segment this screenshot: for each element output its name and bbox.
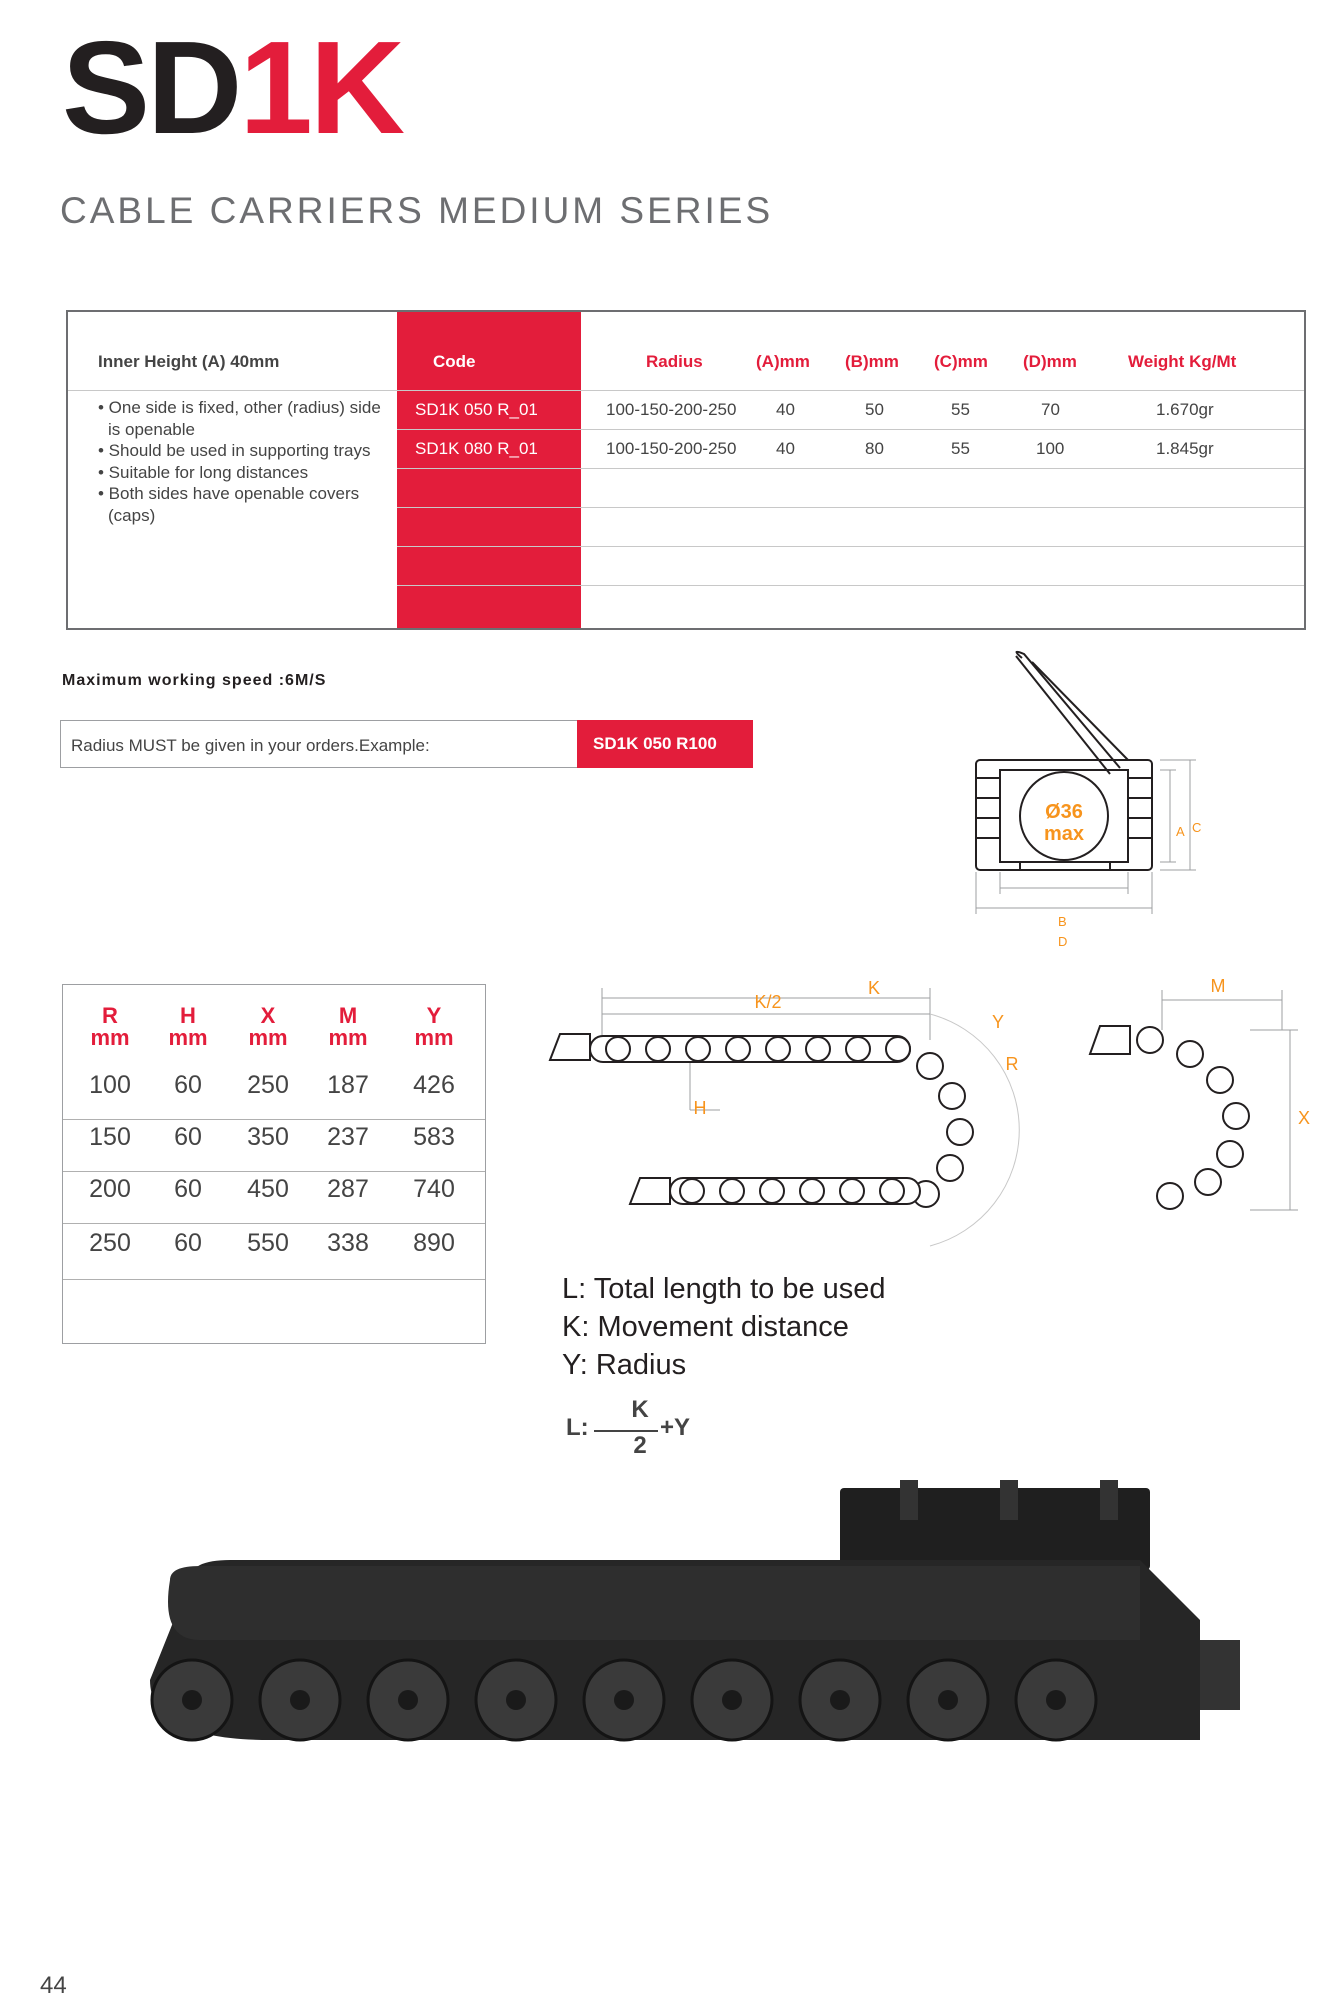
col-x-name: X — [260, 1003, 276, 1028]
dim-c-label: C — [1192, 820, 1202, 835]
m-label: M — [1210, 976, 1226, 996]
formula-numerator: K — [631, 1396, 649, 1423]
order-note — [60, 720, 752, 768]
row-divider — [397, 468, 1304, 469]
col-m-header — [313, 1005, 383, 1049]
page-number: 44 — [40, 1972, 67, 1999]
row1-d: 70 — [1041, 400, 1060, 419]
feature-item: • One side is fixed, other (radius) side is openable — [98, 398, 381, 439]
col-m-unit: mm — [328, 1025, 368, 1050]
cell: 250 — [89, 1229, 131, 1257]
feature-item: • Should be used in supporting trays — [98, 441, 371, 460]
order-note-text: Radius MUST be given in your orders.Example: — [71, 736, 430, 755]
row1-radius: 100-150-200-250 — [606, 400, 737, 419]
row-divider — [63, 1223, 485, 1224]
h-label: H — [693, 1098, 707, 1118]
header-b: (B)mm — [845, 352, 899, 371]
legend-y: Y: Radius — [562, 1349, 687, 1381]
row2-a: 40 — [776, 439, 795, 458]
cell: 60 — [174, 1123, 202, 1151]
cell: 150 — [89, 1123, 131, 1151]
cell: 583 — [413, 1123, 455, 1151]
radius-table — [62, 984, 486, 1344]
col-x-unit: mm — [248, 1025, 288, 1050]
formula-denominator: 2 — [633, 1432, 647, 1459]
cell: 740 — [413, 1175, 455, 1203]
speed-note: Maximum working speed :6M/S — [62, 672, 327, 689]
col-h-unit: mm — [168, 1025, 208, 1050]
cell: 60 — [174, 1229, 202, 1257]
header-radius: Radius — [646, 352, 703, 371]
spec-table — [66, 310, 1306, 630]
y-label: Y — [991, 1012, 1005, 1032]
feature-item: • Both sides have openable covers (caps) — [98, 484, 360, 525]
row2-weight: 1.845gr — [1156, 439, 1214, 458]
row-divider — [68, 390, 1304, 391]
col-x-header — [233, 1005, 303, 1049]
col-y-unit: mm — [414, 1025, 454, 1050]
chain-links-right — [1090, 1026, 1249, 1209]
inner-height-label: Inner Height (A) 40mm — [98, 352, 280, 371]
cell: 60 — [174, 1071, 202, 1099]
cross-section-drawing — [970, 648, 1210, 960]
header-d: (D)mm — [1023, 352, 1077, 371]
row2-c: 55 — [951, 439, 970, 458]
col-y-name: Y — [426, 1003, 442, 1028]
row-divider — [63, 1119, 485, 1120]
code-column-bg — [397, 312, 581, 628]
cell: 426 — [413, 1071, 455, 1099]
dim-a-label: A — [1176, 824, 1185, 839]
header-code: Code — [433, 352, 476, 371]
header-a: (A)mm — [756, 352, 810, 371]
row2-b: 80 — [865, 439, 884, 458]
chain-schematic — [530, 970, 1310, 1250]
row2-code: SD1K 080 R_01 — [415, 439, 538, 458]
max-label: max — [1043, 823, 1085, 845]
row1-b: 50 — [865, 400, 884, 419]
page-title — [62, 14, 403, 161]
diameter-label: Ø36 — [1045, 801, 1083, 823]
legend — [562, 1270, 886, 1384]
cell: 100 — [89, 1071, 131, 1099]
row1-weight: 1.670gr — [1156, 400, 1214, 419]
cell: 237 — [327, 1123, 369, 1151]
header-c: (C)mm — [934, 352, 988, 371]
row1-code: SD1K 050 R_01 — [415, 400, 538, 419]
order-example: SD1K 050 R100 — [577, 720, 753, 768]
row-divider — [63, 1171, 485, 1172]
feature-item: • Suitable for long distances — [98, 462, 309, 482]
cell: 200 — [89, 1175, 131, 1203]
col-m-name: M — [338, 1003, 358, 1028]
row2-d: 100 — [1036, 439, 1065, 458]
cell: 550 — [247, 1229, 289, 1257]
cell: 60 — [174, 1175, 202, 1203]
formula-lhs: L: — [566, 1414, 589, 1441]
row1-a: 40 — [776, 400, 795, 419]
col-h-header — [153, 1005, 223, 1049]
col-h-name: H — [180, 1003, 196, 1028]
row-divider — [397, 429, 1304, 430]
cell: 350 — [247, 1123, 289, 1151]
row-divider — [397, 546, 1304, 547]
chain-links-upper — [550, 1034, 973, 1207]
cell: 250 — [247, 1071, 289, 1099]
title-suffix: 1K — [239, 14, 403, 161]
dim-d-label: D — [1058, 934, 1068, 949]
legend-l: L: Total length to be used — [562, 1273, 886, 1305]
formula-rhs: +Y — [660, 1414, 691, 1441]
page-subtitle: CABLE CARRIERS MEDIUM SERIES — [60, 190, 774, 231]
row-divider — [63, 1279, 485, 1280]
row-divider — [397, 507, 1304, 508]
dim-b-label: B — [1058, 914, 1067, 929]
r-label: R — [1005, 1054, 1019, 1074]
title-prefix: SD — [62, 14, 240, 161]
cell: 187 — [327, 1071, 369, 1099]
cell: 338 — [327, 1229, 369, 1257]
col-r-name: R — [102, 1003, 118, 1028]
col-r-header — [75, 1005, 145, 1049]
cable-carrier-product-image — [140, 1470, 1250, 1760]
col-r-unit: mm — [90, 1025, 130, 1050]
legend-k: K: Movement distance — [562, 1311, 849, 1343]
row2-radius: 100-150-200-250 — [606, 439, 737, 458]
row1-c: 55 — [951, 400, 970, 419]
cell: 450 — [247, 1175, 289, 1203]
header-weight: Weight Kg/Mt — [1128, 352, 1237, 371]
cell: 890 — [413, 1229, 455, 1257]
cell: 287 — [327, 1175, 369, 1203]
col-y-header — [399, 1005, 469, 1049]
x-label: X — [1298, 1108, 1310, 1128]
row-divider — [397, 585, 1304, 586]
feature-list — [98, 397, 393, 526]
k-label: K — [867, 978, 881, 998]
k2-label: K/2 — [754, 992, 782, 1012]
